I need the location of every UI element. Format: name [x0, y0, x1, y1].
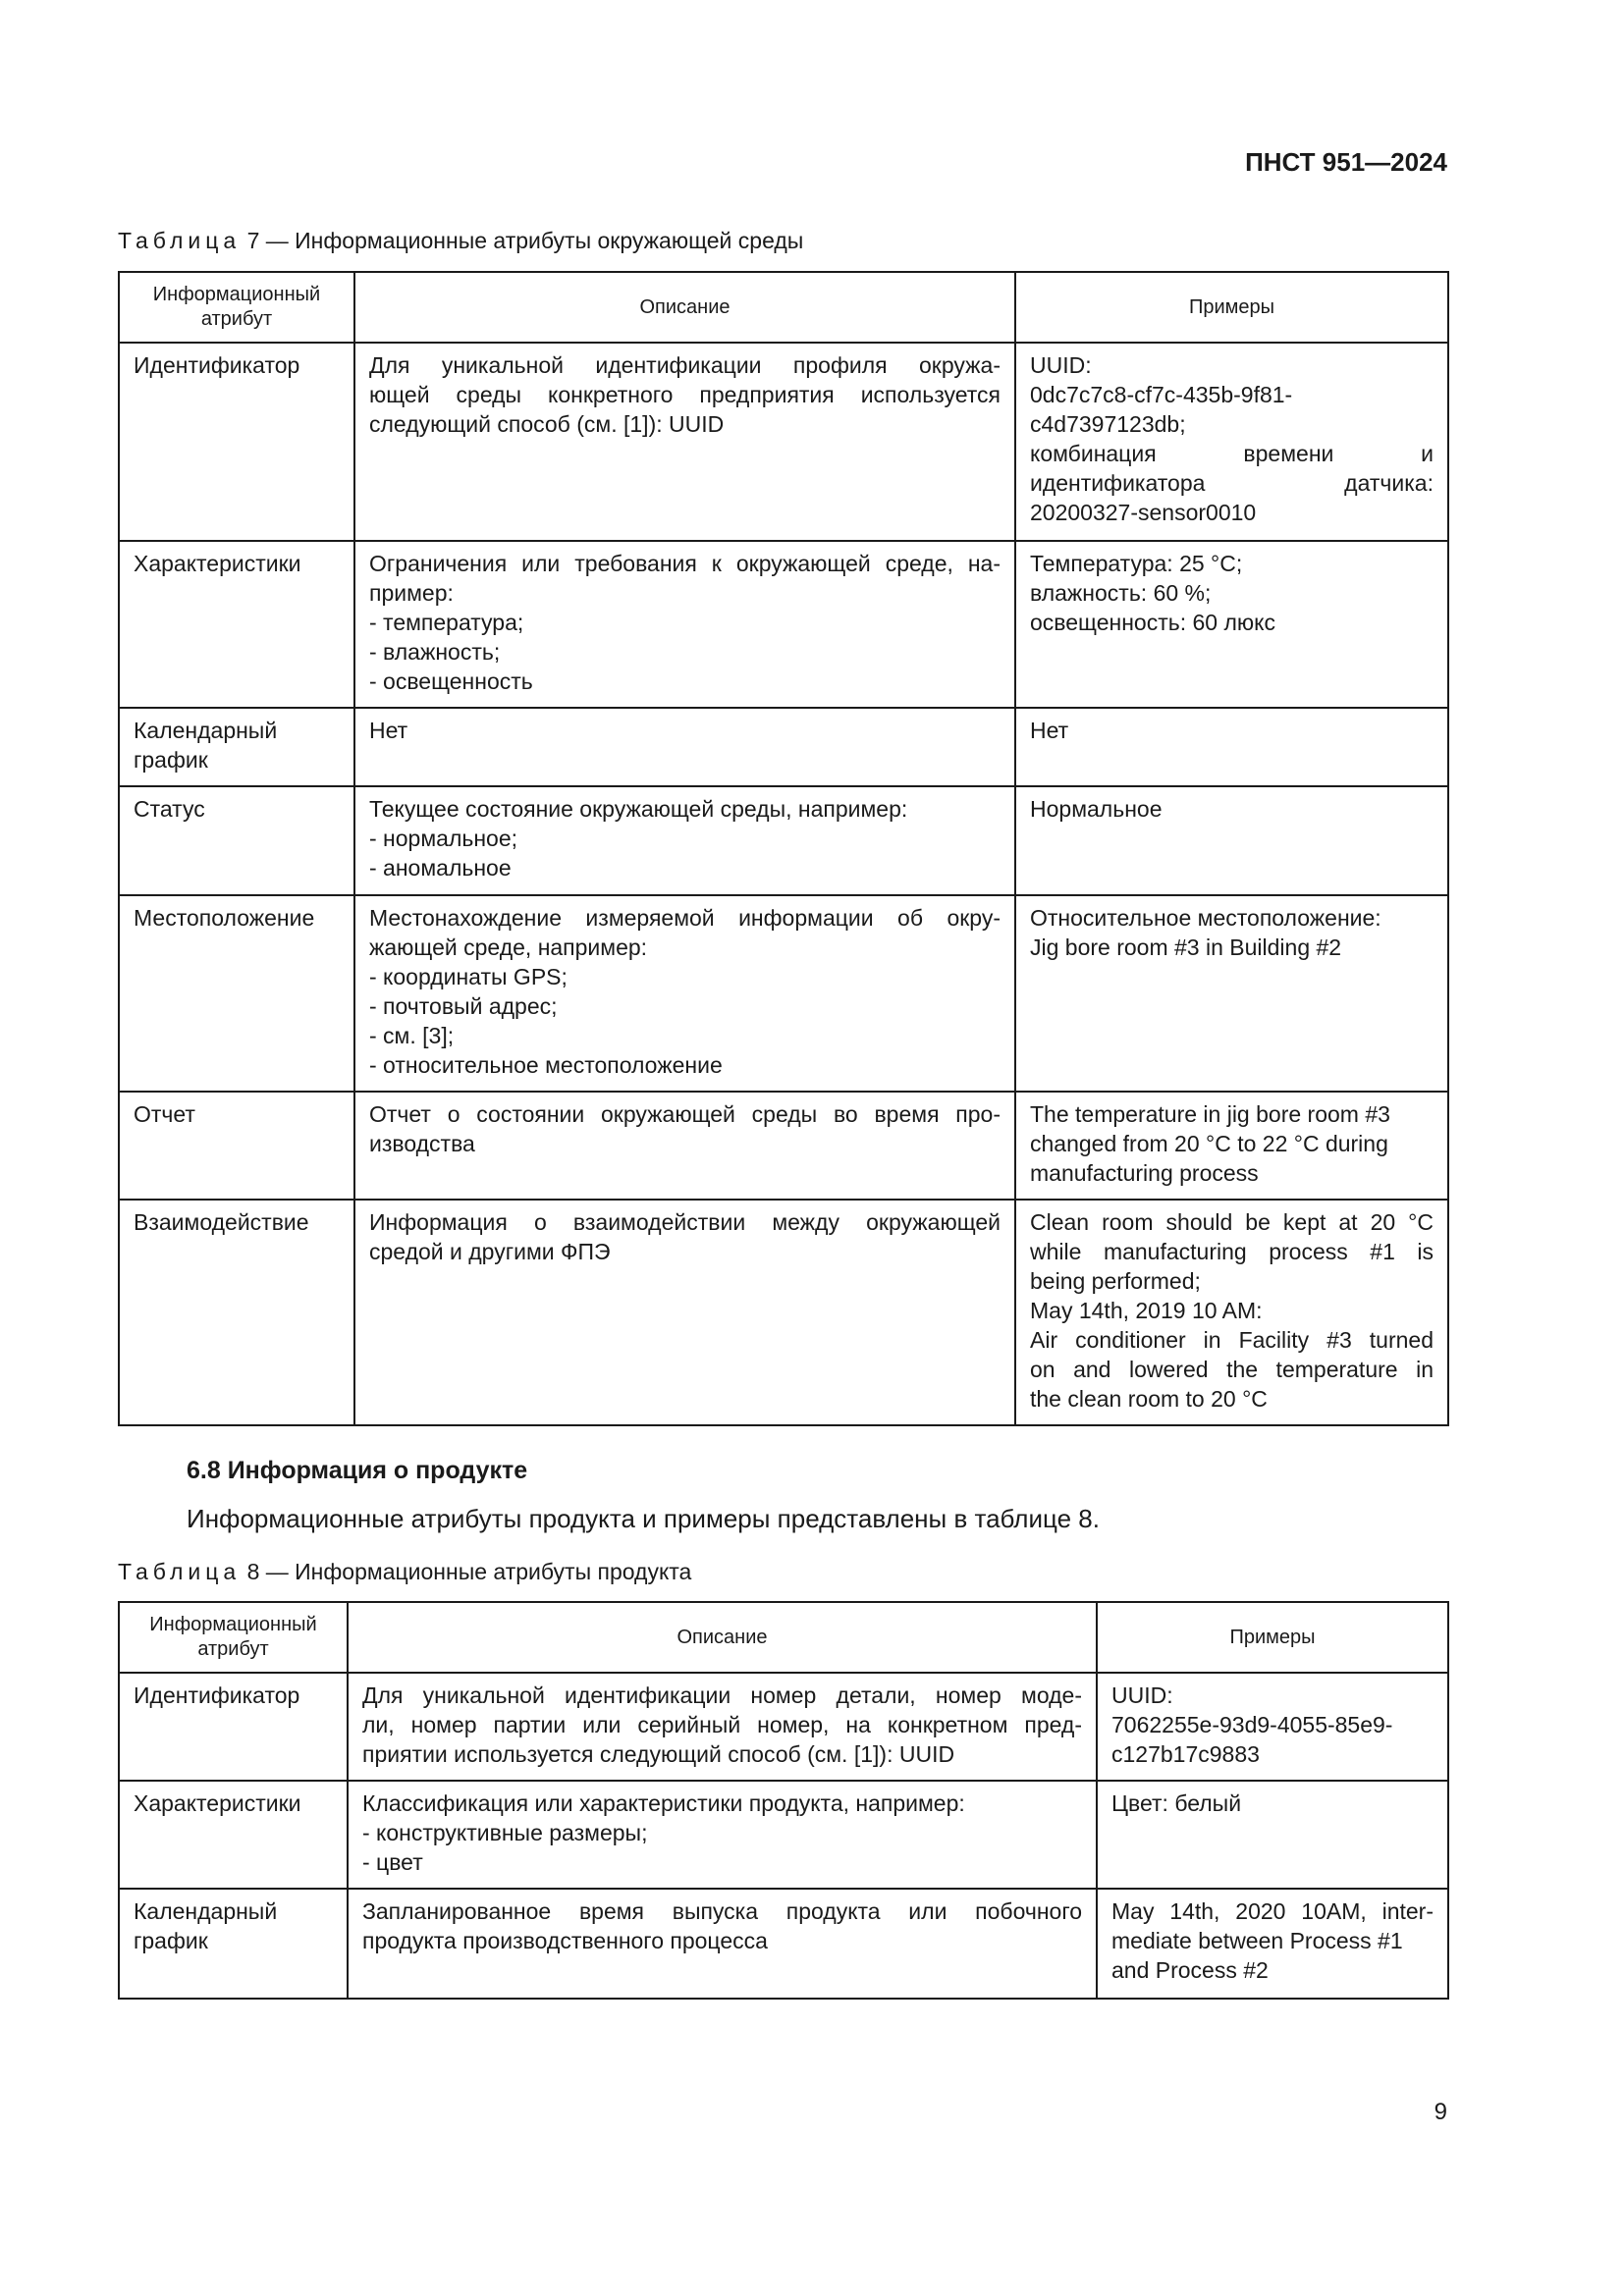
table7-desc-cell	[354, 786, 1015, 895]
desc-line: - цвет	[362, 1849, 423, 1875]
table8-examples-cell	[1097, 1889, 1448, 1999]
example-line: Clean room should be kept at 20 °C	[1030, 1209, 1434, 1235]
desc-line: жающей среде, например:	[369, 934, 648, 960]
table7-row	[119, 708, 1448, 786]
example-line: 7062255e-93d9-4055-85e9-	[1111, 1712, 1393, 1737]
desc-line: - освещенность	[369, 668, 533, 694]
desc-line: - см. [3];	[369, 1023, 455, 1048]
example-line: May 14th, 2019 10 AM:	[1030, 1298, 1263, 1323]
table7-desc-cell	[354, 708, 1015, 786]
table7-header-row	[119, 272, 1448, 343]
desc-line: Местонахождение измеряемой информации об окру-	[369, 905, 1001, 931]
desc-line: - аномальное	[369, 855, 512, 881]
document-code: ПНСТ 951—2024	[1245, 147, 1447, 177]
example-line: освещенность: 60 люкс	[1030, 610, 1275, 635]
table7-caption-prefix: Таблица	[118, 228, 242, 253]
desc-line: пример:	[369, 580, 454, 606]
table7-desc-cell	[354, 541, 1015, 708]
table7-examples-cell	[1015, 1200, 1448, 1425]
example-line: UUID:	[1111, 1682, 1173, 1708]
table8-header-attr: Информационный атрибут	[119, 1602, 348, 1673]
desc-line: следующий способ (см. [1]): UUID	[369, 411, 725, 437]
table7-desc-cell	[354, 343, 1015, 541]
desc-line: - нормальное;	[369, 826, 518, 851]
desc-line: - почтовый адрес;	[369, 993, 558, 1019]
table8-caption-text: 8 — Информационные атрибуты продукта	[246, 1559, 692, 1584]
example-line: the clean room to 20 °C	[1030, 1386, 1268, 1412]
table8-row	[119, 1889, 1448, 1999]
desc-line: Для уникальной идентификации профиля окружа-	[369, 352, 1001, 378]
desc-line: продукта производственного процесса	[362, 1928, 768, 1953]
desc-line: Классификация или характеристики продукта, например:	[362, 1790, 965, 1816]
table8-header-examples: Примеры	[1097, 1602, 1448, 1673]
table8-caption	[118, 1559, 691, 1585]
table8-header-desc: Описание	[348, 1602, 1097, 1673]
table7-attr-cell: Местоположение	[119, 895, 354, 1092]
table7-row	[119, 1092, 1448, 1200]
table7-examples-cell	[1015, 343, 1448, 541]
table7-header-examples: Примеры	[1015, 272, 1448, 343]
desc-line: ющей среды конкретного предприятия используется	[369, 382, 1001, 407]
example-line: c4d7397123db;	[1030, 411, 1186, 437]
table7-attr-cell: Идентификатор	[119, 343, 354, 541]
desc-line: Отчет о состоянии окружающей среды во время про-	[369, 1101, 1001, 1127]
table8-desc-cell	[348, 1889, 1097, 1999]
example-line: changed from 20 °C to 22 °C during	[1030, 1131, 1388, 1156]
table7-row	[119, 343, 1448, 541]
table7-examples-cell	[1015, 786, 1448, 895]
table8	[118, 1601, 1449, 2000]
example-line: комбинация времени и	[1030, 441, 1434, 466]
table7-examples-cell	[1015, 895, 1448, 1092]
table7-attr-cell: Взаимодействие	[119, 1200, 354, 1425]
table7	[118, 271, 1449, 1426]
table7-attr-cell: Календарный график	[119, 708, 354, 786]
example-line: влажность: 60 %;	[1030, 580, 1212, 606]
table7-desc-cell	[354, 1200, 1015, 1425]
example-line: Нет	[1030, 718, 1069, 743]
example-line: being performed;	[1030, 1268, 1201, 1294]
example-line: manufacturing process	[1030, 1160, 1259, 1186]
table7-header-attr: Информационный атрибут	[119, 272, 354, 343]
desc-line: ли, номер партии или серийный номер, на конкретном пред-	[362, 1712, 1082, 1737]
desc-line: Нет	[369, 718, 408, 743]
page-number: 9	[1434, 2099, 1447, 2125]
table7-caption-text: 7 — Информационные атрибуты окружающей среды	[246, 228, 804, 253]
table8-examples-cell	[1097, 1673, 1448, 1781]
desc-line: Для уникальной идентификации номер детали, номер моде-	[362, 1682, 1082, 1708]
desc-line: - конструктивные размеры;	[362, 1820, 648, 1845]
example-line: while manufacturing process #1 is	[1030, 1239, 1434, 1264]
table7-attr-cell: Характеристики	[119, 541, 354, 708]
table7-attr-cell: Отчет	[119, 1092, 354, 1200]
table8-desc-cell	[348, 1673, 1097, 1781]
table8-attr-cell: Характеристики	[119, 1781, 348, 1889]
table7-desc-cell	[354, 1092, 1015, 1200]
table8-desc-cell	[348, 1781, 1097, 1889]
example-line: mediate between Process #1	[1111, 1928, 1403, 1953]
desc-line: изводства	[369, 1131, 475, 1156]
table7-header-desc: Описание	[354, 272, 1015, 343]
desc-line: - влажность;	[369, 639, 501, 665]
example-line: Относительное местоположение:	[1030, 905, 1381, 931]
example-line: The temperature in jig bore room #3	[1030, 1101, 1390, 1127]
example-line: Температура: 25 °C;	[1030, 551, 1243, 576]
desc-line: Текущее состояние окружающей среды, например:	[369, 796, 908, 822]
desc-line: Запланированное время выпуска продукта или побочного	[362, 1898, 1082, 1924]
table7-attr-cell: Статус	[119, 786, 354, 895]
desc-line: - температура;	[369, 610, 524, 635]
example-line: 20200327-sensor0010	[1030, 500, 1257, 525]
example-line: идентификатора датчика:	[1030, 470, 1434, 496]
table8-examples-cell	[1097, 1781, 1448, 1889]
example-line: and Process #2	[1111, 1957, 1269, 1983]
table8-attr-cell: Идентификатор	[119, 1673, 348, 1781]
example-line: Air conditioner in Facility #3 turned	[1030, 1327, 1434, 1353]
table7-examples-cell	[1015, 541, 1448, 708]
table7-caption	[118, 228, 803, 254]
table8-row	[119, 1781, 1448, 1889]
table7-examples-cell	[1015, 1092, 1448, 1200]
table7-examples-cell	[1015, 708, 1448, 786]
desc-line: средой и другими ФПЭ	[369, 1239, 611, 1264]
table7-row	[119, 1200, 1448, 1425]
example-line: on and lowered the temperature in	[1030, 1357, 1434, 1382]
example-line: Jig bore room #3 in Building #2	[1030, 934, 1342, 960]
example-line: Цвет: белый	[1111, 1790, 1242, 1816]
table8-attr-cell: Календарный график	[119, 1889, 348, 1999]
section-heading: 6.8 Информация о продукте	[187, 1457, 528, 1484]
desc-line: Ограничения или требования к окружающей среде, на-	[369, 551, 1001, 576]
table8-caption-prefix: Таблица	[118, 1559, 242, 1584]
table7-row	[119, 895, 1448, 1092]
example-line: UUID:	[1030, 352, 1092, 378]
table7-desc-cell	[354, 895, 1015, 1092]
table7-row	[119, 786, 1448, 895]
table8-row	[119, 1673, 1448, 1781]
example-line: May 14th, 2020 10AM, inter-	[1111, 1898, 1434, 1924]
example-line: 0dc7c7c8-cf7c-435b-9f81-	[1030, 382, 1293, 407]
desc-line: приятии используется следующий способ (см. [1]): UUID	[362, 1741, 955, 1767]
example-line: Нормальное	[1030, 796, 1163, 822]
section-paragraph: Информационные атрибуты продукта и примеры представлены в таблице 8.	[187, 1504, 1100, 1533]
example-line: c127b17c9883	[1111, 1741, 1260, 1767]
desc-line: - координаты GPS;	[369, 964, 568, 989]
table7-row	[119, 541, 1448, 708]
table8-header-row	[119, 1602, 1448, 1673]
desc-line: Информация о взаимодействии между окружающей	[369, 1209, 1001, 1235]
desc-line: - относительное местоположение	[369, 1052, 723, 1078]
